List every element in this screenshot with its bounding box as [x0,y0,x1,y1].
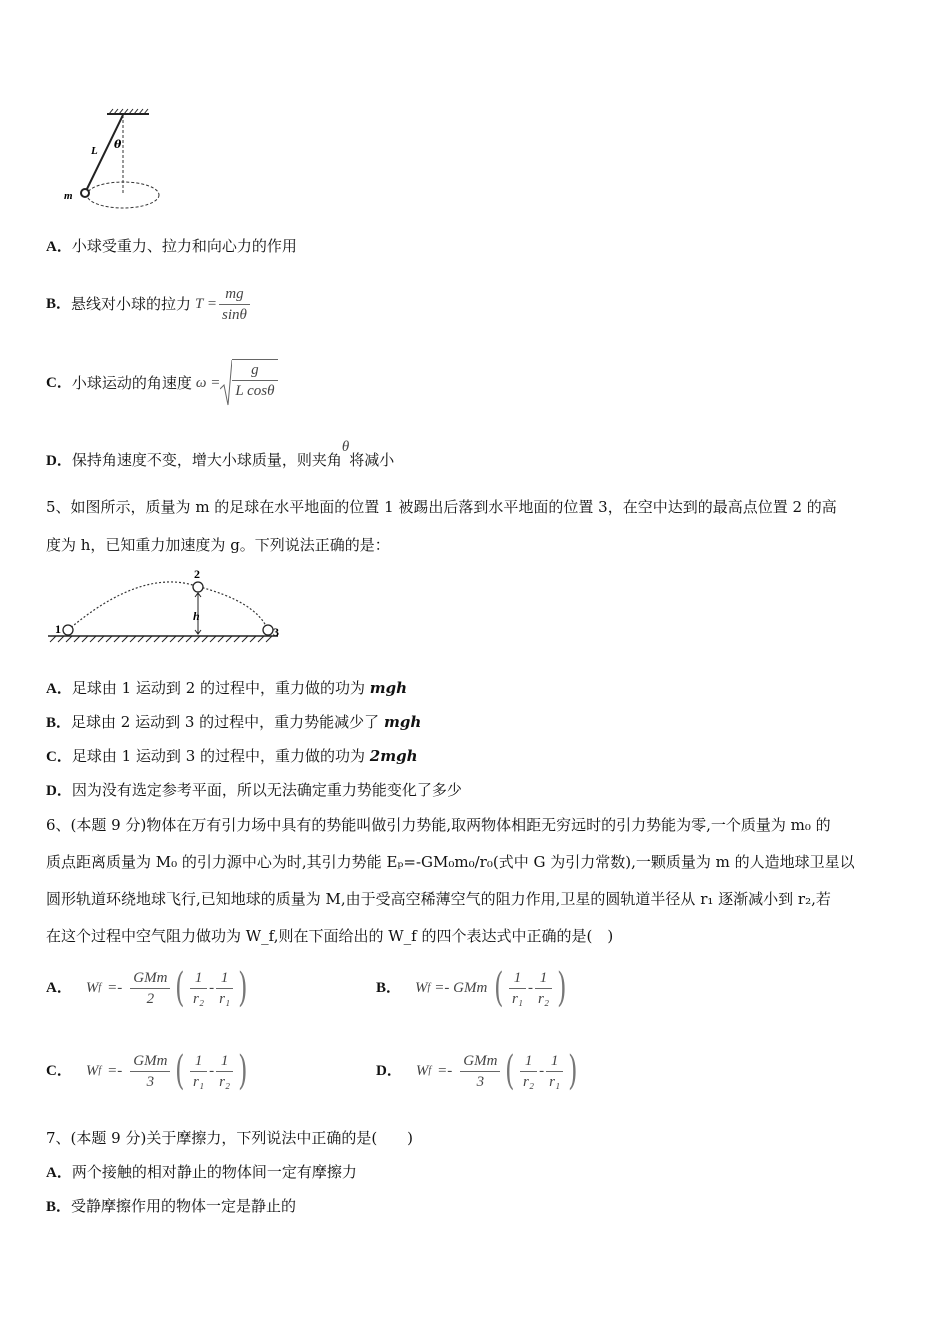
minus-sign: - [539,1063,545,1079]
theta-symbol: θ [341,439,350,455]
option-text: 小球运动的角速度 [71,374,192,392]
q4-option-d [46,439,395,471]
question-text: 度为 h，已知重力加速度为 g。下列说法正确的是： [46,536,390,554]
minus-sign: - [209,1063,215,1079]
option-letter: A． [46,239,72,255]
question-text: (本题 9 分)物体在万有引力场中具有的势能叫做引力势能,取两物体相距无穷远时的引力势能为零,一个质量为 m₀ 的 [70,816,831,834]
option-letter: A． [46,980,72,996]
q7-stem [46,1128,413,1148]
q7-option-b [46,1196,296,1217]
option-math: 2mgh [369,747,418,765]
option-letter: C． [46,749,72,765]
formula-lhs: T = [195,296,217,312]
option-letter: D． [46,783,72,799]
q7-option-a [46,1162,357,1183]
question-number: 5、 [46,498,71,516]
formula-eq: =- [107,980,123,996]
question-text: (本题 9 分)关于摩擦力，下列说法中正确的是( ) [70,1129,414,1147]
minus-sign: - [209,980,215,996]
option-text: 受静摩擦作用的物体一定是静止的 [71,1197,297,1215]
q4-option-c [46,358,278,408]
fraction-denominator: r₁ [549,1073,561,1090]
option-text: 保持角速度不变，增大小球质量，则夹角 [71,451,342,469]
label-m: m [64,190,73,202]
question-text: 圆形轨道环绕地球飞行,已知地球的质量为 M,由于受高空稀薄空气的阻力作用,卫星的圆轨道半径从 r₁ 逐渐减小到 r₂,若 [46,890,831,908]
q6-option-b [376,960,570,1016]
option-math: mgh [369,679,408,697]
formula-lhs: W [85,1063,99,1079]
q5-stem-line2 [46,535,390,555]
fraction-denominator: 2 [146,990,155,1007]
right-paren: ) [238,965,248,1011]
label-h: h [193,609,200,623]
formula-lhs: W [415,1063,429,1079]
radical-sign [220,359,232,407]
fraction-a [190,968,207,1009]
label-L: L [91,145,98,157]
option-text: 悬线对小球的拉力 [71,295,192,313]
q5-stem-line1 [46,497,837,517]
fraction-denominator: r₁ [219,990,231,1007]
sqrt-symbol [220,359,277,407]
conical-pendulum-figure [55,108,170,213]
fraction-denominator: r₁ [193,1073,205,1090]
option-text: 两个接触的相对静止的物体间一定有摩擦力 [71,1163,357,1181]
football-trajectory-figure [46,566,281,648]
question-text: 在这个过程中空气阻力做功为 W_f,则在下面给出的 W_f 的四个表达式中正确的是( ) [46,927,614,945]
option-text: 足球由 2 运动到 3 的过程中，重力势能减少了 [71,713,384,731]
q5-option-a [46,678,407,699]
q5-option-b [46,712,421,733]
fraction-denominator: 3 [476,1073,485,1090]
left-paren: ( [175,965,185,1011]
fraction-b [216,968,233,1009]
q6-option-c [46,1043,251,1099]
q6-option-a [46,960,251,1016]
option-text: 因为没有选定参考平面，所以无法确定重力势能变化了多少 [71,781,462,799]
fraction-b [216,1051,233,1092]
fraction-b [546,1051,563,1092]
fraction-a [509,968,526,1009]
question-text: 如图所示，质量为 m 的足球在水平地面的位置 1 被踢出后落到水平地面的位置 3，在空中达到的最高点位置 2 的高 [70,498,837,516]
q6-stem-line4 [46,926,613,946]
fraction-numerator: 1 [520,1051,537,1072]
fraction-numerator: GMm [130,1051,170,1072]
label-theta: θ [114,138,122,151]
fraction-numerator: 1 [190,968,207,989]
formula-eq: =- GMm [434,980,488,996]
fraction-a [190,1051,207,1092]
q6-stem-line2 [46,852,855,872]
fraction-numerator: GMm [130,968,170,989]
fraction-numerator: 1 [535,968,552,989]
option-letter: D． [376,1063,402,1079]
option-letter: B． [46,1199,72,1215]
formula-sub: f [98,1065,102,1076]
formula-sub: f [427,982,431,993]
fraction-denominator: 3 [146,1073,155,1090]
question-number: 7、 [46,1129,71,1147]
formula-sub: f [98,982,102,993]
option-letter: D． [46,453,72,469]
formula-fraction [219,284,250,325]
q4-option-b [46,282,252,326]
formula-coefficient [130,1051,170,1092]
question-number: 6、 [46,816,71,834]
formula-eq: =- [107,1063,123,1079]
fraction-denominator: sinθ [221,306,247,323]
fraction-numerator: g [232,360,277,381]
formula-eq: =- [437,1063,453,1079]
option-text-tail: 将减小 [349,451,395,469]
fraction-denominator: r₂ [219,1073,231,1090]
label-1: 1 [55,622,61,636]
option-letter: C． [46,375,72,391]
option-text: 足球由 1 运动到 2 的过程中，重力做的功为 [71,679,370,697]
formula-sub: f [428,1065,432,1076]
fraction-b [535,968,552,1009]
option-letter: B． [46,296,72,312]
formula-lhs: ω = [195,375,221,391]
left-paren: ( [494,965,504,1011]
fraction-numerator: GMm [460,1051,500,1072]
fraction-denominator: r₂ [523,1073,535,1090]
fraction-numerator: 1 [216,968,233,989]
fraction-numerator: 1 [216,1051,233,1072]
fraction-numerator: 1 [509,968,526,989]
formula-coefficient [460,1051,500,1092]
label-2: 2 [194,567,200,581]
left-paren: ( [175,1048,185,1094]
option-letter: B． [376,980,402,996]
q6-option-d [376,1043,581,1099]
q6-stem-line3 [46,889,831,909]
fraction-numerator: 1 [546,1051,563,1072]
fraction-numerator: 1 [190,1051,207,1072]
fraction-denominator: r₂ [193,990,205,1007]
fraction-denominator: r₁ [511,990,523,1007]
option-math: mgh [383,713,422,731]
fraction-numerator: mg [219,284,250,305]
q6-stem-line1 [46,815,831,835]
right-paren: ) [238,1048,248,1094]
formula-lhs: W [85,980,99,996]
formula-lhs: W [415,980,428,996]
fraction-denominator: r₂ [538,990,550,1007]
q4-option-a [46,236,297,257]
right-paren: ) [568,1048,578,1094]
option-letter: A． [46,681,72,697]
fraction-denominator: L cosθ [235,383,275,399]
option-letter: B． [46,715,72,731]
formula-fraction [232,359,277,407]
label-3: 3 [273,625,279,639]
fraction-a [520,1051,537,1092]
option-letter: A． [46,1165,72,1181]
option-letter: C． [46,1063,72,1079]
question-text: 质点距离质量为 M₀ 的引力源中心为时,其引力势能 Eₚ=-GM₀m₀/r₀(式中 G 为引力常数),一颗质量为 m 的人造地球卫星以 [46,853,855,871]
q5-option-d [46,780,462,801]
minus-sign: - [528,980,533,996]
left-paren: ( [505,1048,515,1094]
right-paren: ) [557,965,567,1011]
option-text: 小球受重力、拉力和向心力的作用 [71,237,297,255]
formula-coefficient [130,968,170,1009]
option-text: 足球由 1 运动到 3 的过程中，重力做的功为 [71,747,370,765]
q5-option-c [46,746,417,767]
